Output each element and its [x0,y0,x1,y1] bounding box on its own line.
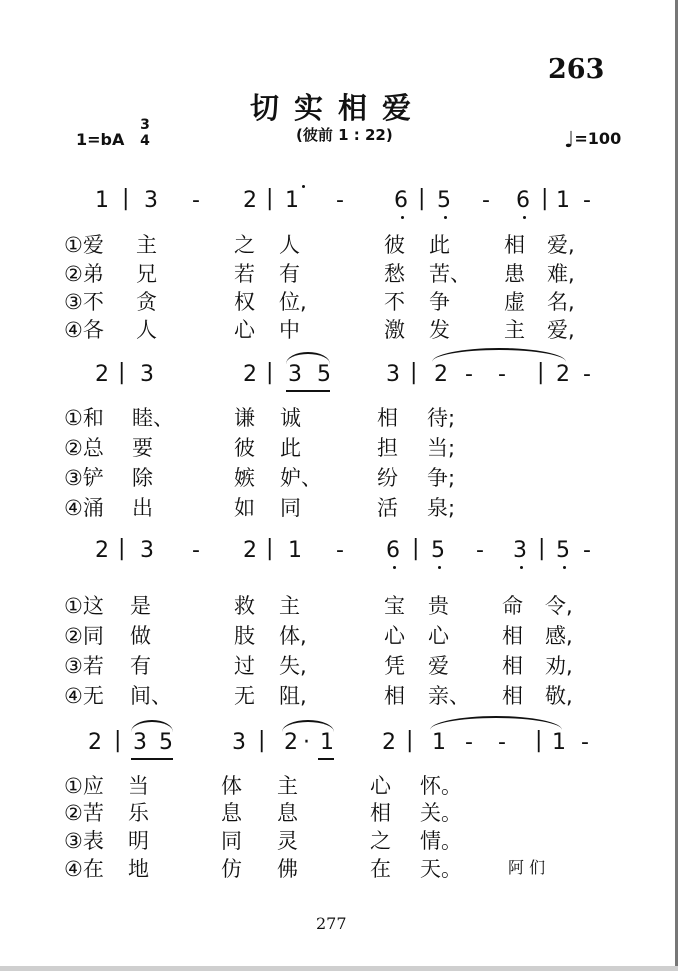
lyric: 劝, [545,654,573,678]
note: 3 [386,362,400,387]
note: 2 [382,730,396,755]
lyric: 阻, [279,684,307,708]
lyric: 谦 [234,406,255,430]
lyric: 过 [234,654,255,678]
lyric: 不 [384,290,405,314]
lyric: 爱, [547,233,575,257]
dash: - [465,730,473,755]
lyric: ④无 [64,684,104,708]
lyric: 难, [547,262,575,286]
lyric: 权 [234,290,255,314]
lyric: 做 [130,624,151,648]
note: 3 [232,730,246,755]
quarter-note-icon: ♩ [564,128,575,153]
lyric: 之 [370,829,391,853]
note: 3 [140,362,154,387]
tie [430,716,562,730]
note: 6 [394,188,408,213]
lyric: 心 [428,624,449,648]
note: 5 [159,730,173,755]
tempo-value: =100 [574,129,622,148]
note: 3 [144,188,158,213]
note: 1 [288,538,302,563]
tie [432,348,566,362]
lyric: 愁 [384,262,405,286]
note: 2 [556,362,570,387]
note: 3 [288,362,302,387]
lyric: 关。 [420,801,462,825]
barline: | [266,360,274,385]
barline: | [258,728,266,753]
slur [286,352,330,364]
lyric: 敬, [545,684,573,708]
eighth-underline [286,390,330,392]
lyric: 如 [234,496,255,520]
lyric: 佛 [277,857,298,881]
octave-dot-low [523,216,526,219]
lyric: 相 [502,624,523,648]
note: 2 [243,188,257,213]
dash: - [583,188,591,213]
barline: | [406,728,414,753]
lyric: 相 [502,684,523,708]
lyric: 苦、 [429,262,471,286]
lyric: 人 [279,233,300,257]
lyric: 当 [128,774,149,798]
note: 3 [140,538,154,563]
augmentation-dot: · [303,730,310,755]
note: 1 [556,188,570,213]
barline: | [114,728,122,753]
lyric: 有 [279,262,300,286]
lyric: 出 [132,496,153,520]
lyric: 当; [427,436,456,460]
octave-dot-low [393,566,396,569]
barline: | [122,186,130,211]
slur [131,720,173,732]
lyric: 睦、 [132,406,174,430]
lyric: 此 [280,436,301,460]
octave-dot-high [302,185,305,188]
lyric: 息 [277,801,298,825]
lyric: ②总 [64,436,104,460]
time-signature [138,117,152,149]
lyric: ②同 [64,624,104,648]
lyric: 地 [128,857,149,881]
lyric: ③表 [64,829,104,853]
lyric: 主 [504,318,525,342]
lyric: 心 [384,624,405,648]
note: 2 [243,538,257,563]
barline: | [537,360,545,385]
note: 3 [513,538,527,563]
lyric: 争; [427,466,456,490]
lyric: 天。 [420,857,462,881]
lyric: 待; [427,406,456,430]
lyric: 相 [502,654,523,678]
lyric: ①这 [64,594,104,618]
dash: - [336,538,344,563]
lyric: 名, [547,290,575,314]
lyric: 除 [132,466,153,490]
lyric: 灵 [277,829,298,853]
lyric: 中 [279,318,300,342]
octave-dot-low [444,216,447,219]
lyric: 位, [279,290,307,314]
note: 5 [431,538,445,563]
tempo-marking [564,128,621,153]
octave-dot-low [563,566,566,569]
lyric: ②弟 [64,262,104,286]
barline: | [118,360,126,385]
barline: | [535,728,543,753]
barline: | [118,536,126,561]
lyric: 此 [429,233,450,257]
lyric: 宝 [384,594,405,618]
note: 6 [516,188,530,213]
dash: - [336,188,344,213]
lyric: 爱, [547,318,575,342]
note: 1 [432,730,446,755]
lyric: 亲、 [428,684,470,708]
dash: - [583,538,591,563]
barline: | [541,186,549,211]
dash: - [192,188,200,213]
lyric: 失, [279,654,307,678]
lyric: ①和 [64,406,104,430]
barline: | [266,536,274,561]
lyric: ④涌 [64,496,104,520]
barline: | [410,360,418,385]
lyric: ③不 [64,290,104,314]
note: 1 [320,730,334,755]
lyric: 同 [221,829,242,853]
lyric: 主 [136,233,157,257]
lyric: 之 [234,233,255,257]
note: 2 [95,362,109,387]
lyric: 心 [234,318,255,342]
lyric: 乐 [128,801,149,825]
amen: 阿 们 [508,858,546,877]
lyric: 发 [429,318,450,342]
dash: - [498,730,506,755]
slur [282,720,334,732]
lyric: 感, [545,624,573,648]
lyric: 相 [370,801,391,825]
lyric: 怀。 [420,774,462,798]
note: 2 [95,538,109,563]
lyric: 同 [280,496,301,520]
lyric: 救 [234,594,255,618]
octave-dot-low [520,566,523,569]
note: 5 [437,188,451,213]
lyric: 在 [370,857,391,881]
lyric: 主 [279,594,300,618]
lyric: ④各 [64,318,104,342]
lyric: 情。 [420,829,462,853]
lyric: 相 [377,406,398,430]
lyric: 命 [502,594,523,618]
lyric: 患 [504,262,525,286]
note: 2 [434,362,448,387]
eighth-underline [131,758,173,760]
time-signature-top: 3 [140,117,150,133]
lyric: 相 [384,684,405,708]
note: 2 [284,730,298,755]
dash: - [465,362,473,387]
note: 2 [88,730,102,755]
hymn-number: 263 [548,54,605,85]
dash: - [476,538,484,563]
lyric: ①爱 [64,233,104,257]
lyric: 诚 [280,406,301,430]
note: 3 [133,730,147,755]
lyric: ①应 [64,774,104,798]
lyric: ③若 [64,654,104,678]
barline: | [418,186,426,211]
lyric: 是 [130,594,151,618]
dash: - [498,362,506,387]
barline: | [412,536,420,561]
lyric: 嫉 [234,466,255,490]
lyric: 仿 [221,857,242,881]
hymn-title: 切实相爱 [250,91,427,125]
lyric: 爱 [428,654,449,678]
dash: - [482,188,490,213]
lyric: 凭 [384,654,405,678]
lyric: 有 [130,654,151,678]
barline: | [538,536,546,561]
note: 6 [386,538,400,563]
lyric: 人 [136,318,157,342]
lyric: 相 [504,233,525,257]
lyric: 令, [545,594,573,618]
note: 1 [285,188,299,213]
key-signature: 1=bA [76,130,125,149]
lyric: 心 [370,774,391,798]
lyric: ③铲 [64,466,104,490]
barline: | [266,186,274,211]
lyric: 泉; [427,496,456,520]
lyric: 妒、 [280,466,322,490]
lyric: 虚 [504,290,525,314]
scripture-reference: (彼前 1 : 22) [296,126,393,144]
lyric: 体, [279,624,307,648]
lyric: ④在 [64,857,104,881]
lyric: 争 [429,290,450,314]
lyric: 主 [277,774,298,798]
note: 5 [317,362,331,387]
lyric: ②苦 [64,801,104,825]
page-number: 277 [316,914,347,933]
dash: - [583,362,591,387]
lyric: 要 [132,436,153,460]
lyric: 兄 [136,262,157,286]
dash: - [192,538,200,563]
note: 1 [552,730,566,755]
octave-dot-low [438,566,441,569]
lyric: 无 [234,684,255,708]
note: 5 [556,538,570,563]
lyric: 激 [384,318,405,342]
time-signature-bottom: 4 [140,133,150,149]
lyric: 贪 [136,290,157,314]
lyric: 彼 [234,436,255,460]
lyric: 活 [377,496,398,520]
sixteenth-underline [318,758,334,760]
note: 2 [243,362,257,387]
octave-dot-low [401,216,404,219]
note: 1 [95,188,109,213]
dash: - [581,730,589,755]
lyric: 体 [221,774,242,798]
lyric: 肢 [234,624,255,648]
lyric: 间、 [130,684,172,708]
lyric: 息 [221,801,242,825]
lyric: 彼 [384,233,405,257]
lyric: 纷 [377,466,398,490]
lyric: 明 [128,829,149,853]
lyric: 贵 [428,594,449,618]
page-bottom-shadow [0,966,678,971]
lyric: 若 [234,262,255,286]
lyric: 担 [377,436,398,460]
